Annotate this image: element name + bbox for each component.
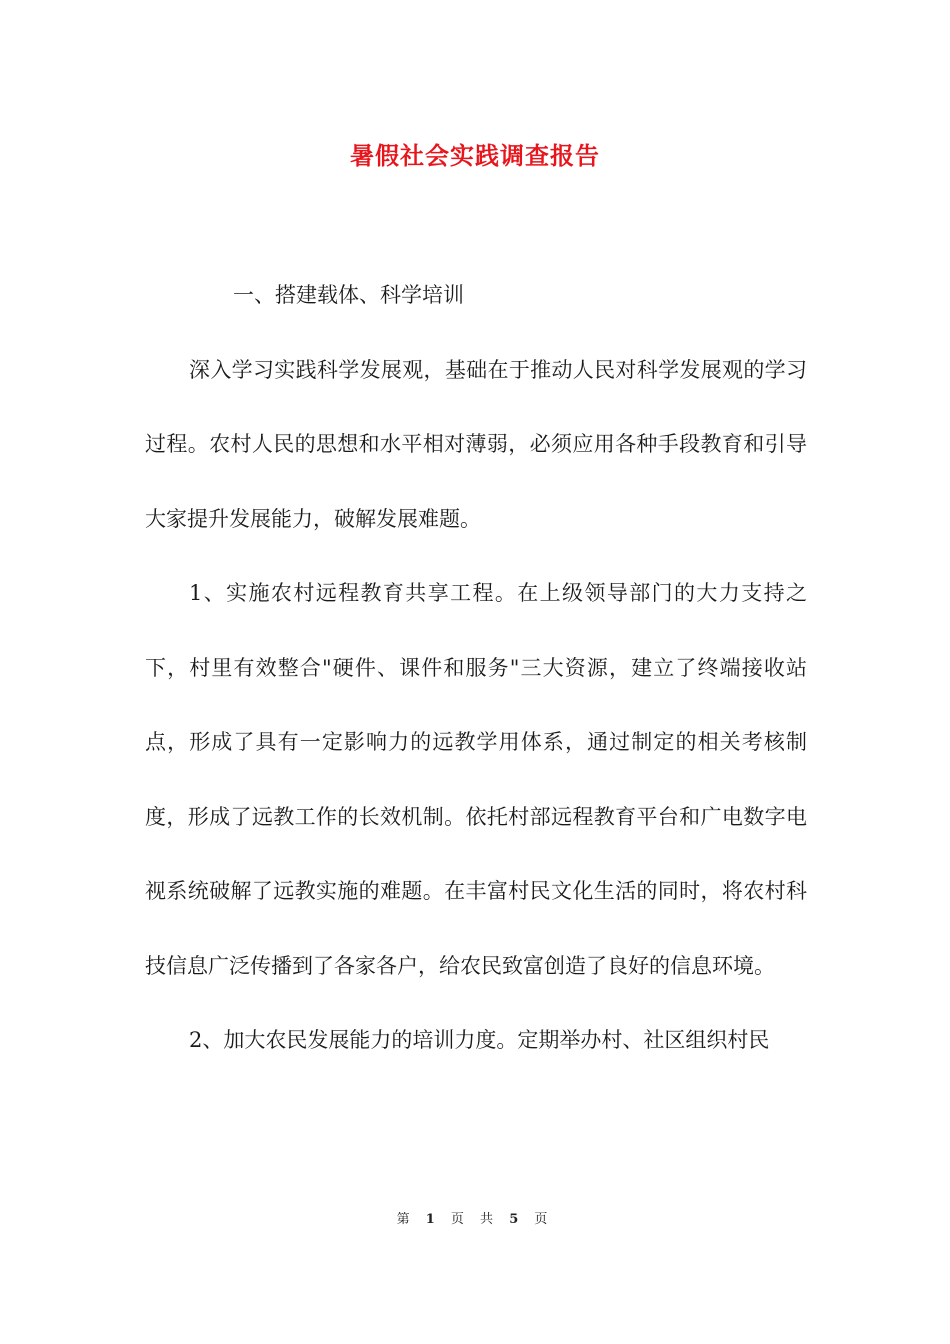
total-page-count: 5	[509, 1212, 525, 1227]
footer-suffix: 页	[534, 1212, 554, 1227]
page-footer	[0, 1208, 950, 1227]
footer-middle: 页 共	[450, 1212, 500, 1227]
footer-prefix: 第	[396, 1212, 416, 1227]
document-body	[145, 258, 807, 1078]
paragraph: 2、加大农民发展能力的培训力度。定期举办村、社区组织村民	[189, 1028, 770, 1052]
current-page-number: 1	[425, 1212, 441, 1227]
section-heading: 一、搭建载体、科学培训	[233, 283, 464, 307]
document-title: 暑假社会实践调查报告	[350, 141, 600, 170]
paragraph: 深入学习实践科学发展观，基础在于推动人民对科学发展观的学习过程。农村人民的思想和水平相对薄弱，必须应用各种手段教育和引导大家提升发展能力，破解发展难题。	[145, 357, 807, 531]
paragraph: 1、实施农村远程教育共享工程。在上级领导部门的大力支持之下，村里有效整合"硬件、课件和服务"三大资源，建立了终端接收站点，形成了具有一定影响力的远教学用体系，通过制定的相关考核制度，形成了远教工作的长效机制。依托村部远程教育平台和广电数字电视系统破解了远教实施的难题。在丰富村民文化生活的同时，将农村科技信息广泛传播到了各家各户，给农民致富创造了良好的信息环境。	[145, 581, 807, 978]
